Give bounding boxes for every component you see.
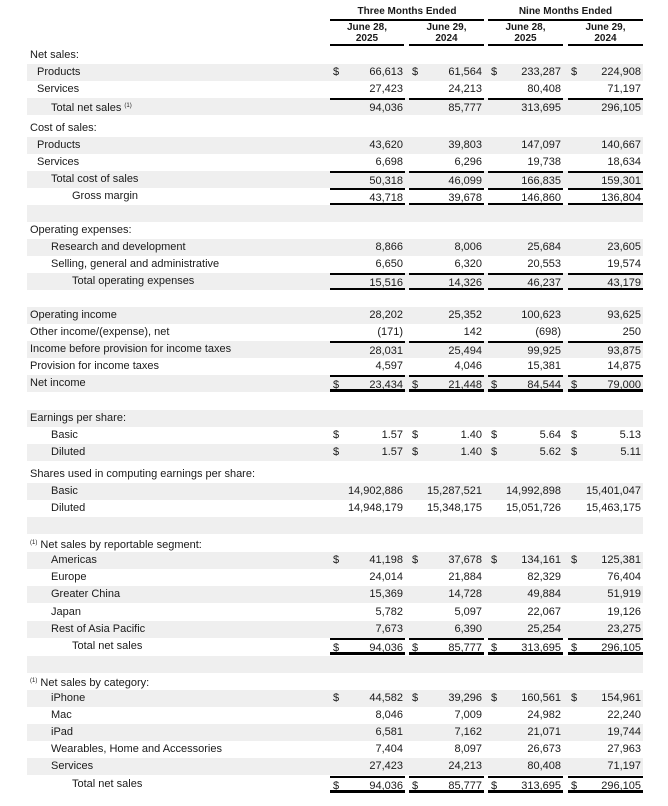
header-col-1: June 28, 2025 [330,22,404,46]
section-title-eps: Earnings per share: [27,410,643,427]
table-row: Americas $ 41,198 $ 37,678 $ 134,161 $ 125,381 [27,552,643,569]
header-three-months: Three Months Ended [330,6,484,21]
table-row: Mac 8,046 7,009 24,982 22,240 [51,709,641,721]
footnote-marker: (1) [124,103,132,109]
spacer-row [27,517,643,534]
header-nine-months: Nine Months Ended [488,6,643,21]
table-row-total: Total cost of sales 50,318 46,099 166,835 159,301 [27,171,643,188]
table-row: Provision for income taxes 4,597 4,046 15,381 14,875 [30,360,641,372]
section-title-cost-of-sales: Cost of sales: [30,122,97,134]
table-row: Greater China 15,369 14,728 49,884 51,919 [27,586,643,603]
table-row: Selling, general and administrative 6,650 6,320 20,553 19,574 [51,258,641,270]
header-col-4: June 29, 2024 [568,22,643,46]
table-row: Research and development 8,866 8,006 25,684 23,605 [27,239,643,256]
section-title-shares: Shares used in computing earnings per share: [30,468,256,480]
table-row: Rest of Asia Pacific 7,673 6,390 25,254 23,275 [27,621,643,638]
table-row: Services 6,698 6,296 19,738 18,634 [37,156,641,168]
table-row: Services 27,423 24,213 80,408 71,197 [37,83,641,95]
table-row: Diluted 14,948,179 15,348,175 15,051,726 15,463,175 [51,502,641,514]
header-col-2: June 29, 2024 [409,22,484,46]
table-row: Other income/(expense), net (171) 142 (698) 250 [30,326,641,338]
table-row: Basic $ 1.57 $ 1.40 $ 5.64 $ 5.13 [51,429,641,441]
table-row-net-income: Net income $ 23,434 $ 21,448 $ 84,544 $ 79,000 [27,375,643,392]
table-row-total: Total net sales $ 94,036 $ 85,777 $ 313,695 $ 296,105 [72,640,641,654]
section-title-net-sales: Net sales: [30,49,79,61]
header-col-3: June 28, 2025 [488,22,563,46]
section-title-segment: $^{(1)}$ Net sales by reportable segment: [30,539,202,551]
table-row: Europe 24,014 21,884 82,329 76,404 [51,571,641,583]
table-row-total: Total operating expenses 15,516 14,326 46,237 43,179 [27,273,643,290]
table-row: Japan 5,782 5,097 22,067 19,126 [51,606,641,618]
table-row: Operating income 28,202 25,352 100,623 93,625 [27,307,643,324]
table-row: Income before provision for income taxes 28,031 25,494 99,925 93,875 [27,341,643,358]
table-row-total: Total net sales $ 94,036 $ 85,777 $ 313,695 $ 296,105 [72,778,641,792]
table-row: iPad 6,581 7,162 21,071 19,744 [27,724,643,741]
table-row: Products 43,620 39,803 147,097 140,667 [27,137,643,154]
spacer-row [27,205,643,222]
table-row: Services 27,423 24,213 80,408 71,197 [27,758,643,775]
table-row-gross-margin: Gross margin 43,718 39,678 146,860 136,804 [72,190,641,204]
table-row: Basic 14,902,886 15,287,521 14,992,898 15,401,047 [27,483,643,500]
table-row: Wearables, Home and Accessories 7,404 8,097 26,673 27,963 [51,743,641,755]
section-title-category: $^{(1)}$ Net sales by category: [30,677,150,689]
table-row: Products $ 66,613 $ 61,564 $ 233,287 $ 224,908 [27,64,643,81]
table-row-total: Total net sales $^{(1)}$ 94,036 85,777 313,695 296,105 [27,98,643,115]
table-row: Diluted $ 1.57 $ 1.40 $ 5.62 $ 5.11 [27,444,643,461]
section-title-operating-expenses: Operating expenses: [30,224,132,236]
table-row: iPhone $ 44,582 $ 39,296 $ 160,561 $ 154,961 [27,690,643,707]
spacer-row [27,656,643,673]
